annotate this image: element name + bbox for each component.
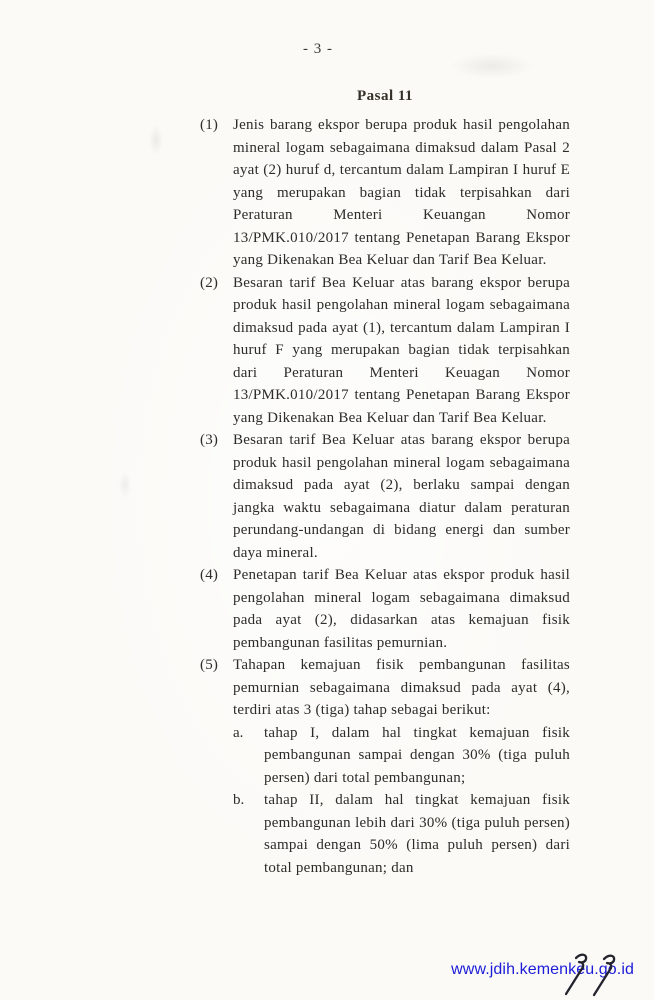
article-body (200, 88, 570, 879)
paragraph-list (200, 114, 570, 879)
sub-item-letter: b. (233, 792, 245, 808)
paragraph-text: Besaran tarif Bea Keluar atas barang ekspor berupa produk hasil pengolahan mineral logam sebagaimana dimaksud pada ayat (2), berlaku sampai dengan jangka waktu sebagaimana diatur dalam peraturan perundang-undangan di bidang energi dan sumber daya mineral. (233, 432, 570, 561)
paragraph-number: (5) (200, 657, 219, 673)
paragraph-text: Tahapan kemajuan fisik pembangunan fasilitas pemurnian sebagaimana dimaksud pada ayat (4), terdiri atas 3 (tiga) tahap sebagai berikut: (233, 657, 570, 718)
paragraph-number: (4) (200, 567, 219, 583)
paragraph-number: (1) (200, 117, 219, 133)
paragraph-text: Jenis barang ekspor berupa produk hasil pengolahan mineral logam sebagaimana dimaksud dalam Pasal 2 ayat (2) huruf d, tercantum dalam Lampiran I huruf E yang merupakan bagian tidak terpisahkan dari Peraturan Menteri Keuangan Nomor 13/PMK.010/2017 tentang Penetapan Barang Ekspor yang Dikenakan Bea Keluar dan Tarif Bea Keluar. (233, 117, 570, 268)
page-number: - 3 - (303, 41, 333, 57)
sub-item (233, 789, 570, 879)
article-paragraph (200, 272, 570, 430)
article-paragraph (200, 114, 570, 272)
sub-item-text: tahap I, dalam hal tingkat kemajuan fisik pembangunan sampai dengan 30% (tiga puluh persen) dari total pembangunan; (264, 724, 570, 786)
article-paragraph (200, 564, 570, 654)
sub-item-letter: a. (233, 724, 244, 741)
article-heading: Pasal 11 (356, 88, 414, 104)
paragraph-text: Besaran tarif Bea Keluar atas barang ekspor berupa produk hasil pengolahan mineral logam sebagaimana dimaksud pada ayat (1), tercantum dalam Lampiran I huruf F yang merupakan bagian tidak terpisahkan dari Peraturan Menteri Keuagan Nomor 13/PMK.010/2017 tentang Penetapan Barang Ekspor yang Dikenakan Bea Keluar dan Tarif Bea Keluar. (233, 274, 570, 426)
article-paragraph (200, 429, 570, 564)
article-paragraph (200, 654, 570, 879)
sub-item-text: tahap II, dalam hal tingkat kemajuan fisik pembangunan lebih dari 30% (tiga puluh persen) sampai dengan 50% (lima puluh persen) dari total pembangunan; dan (264, 792, 570, 876)
sub-item (233, 722, 570, 790)
paragraph-text: Penetapan tarif Bea Keluar atas ekspor produk hasil pengolahan mineral logam sebagaimana dimaksud pada ayat (2), didasarkan atas kemajuan fisik pembangunan fasilitas pemurnian. (233, 567, 570, 651)
footer-jdih-link[interactable]: www.jdih.kemenkeu.go.id (451, 961, 634, 978)
paragraph-number: (3) (200, 432, 219, 448)
paragraph-number: (2) (200, 274, 219, 291)
